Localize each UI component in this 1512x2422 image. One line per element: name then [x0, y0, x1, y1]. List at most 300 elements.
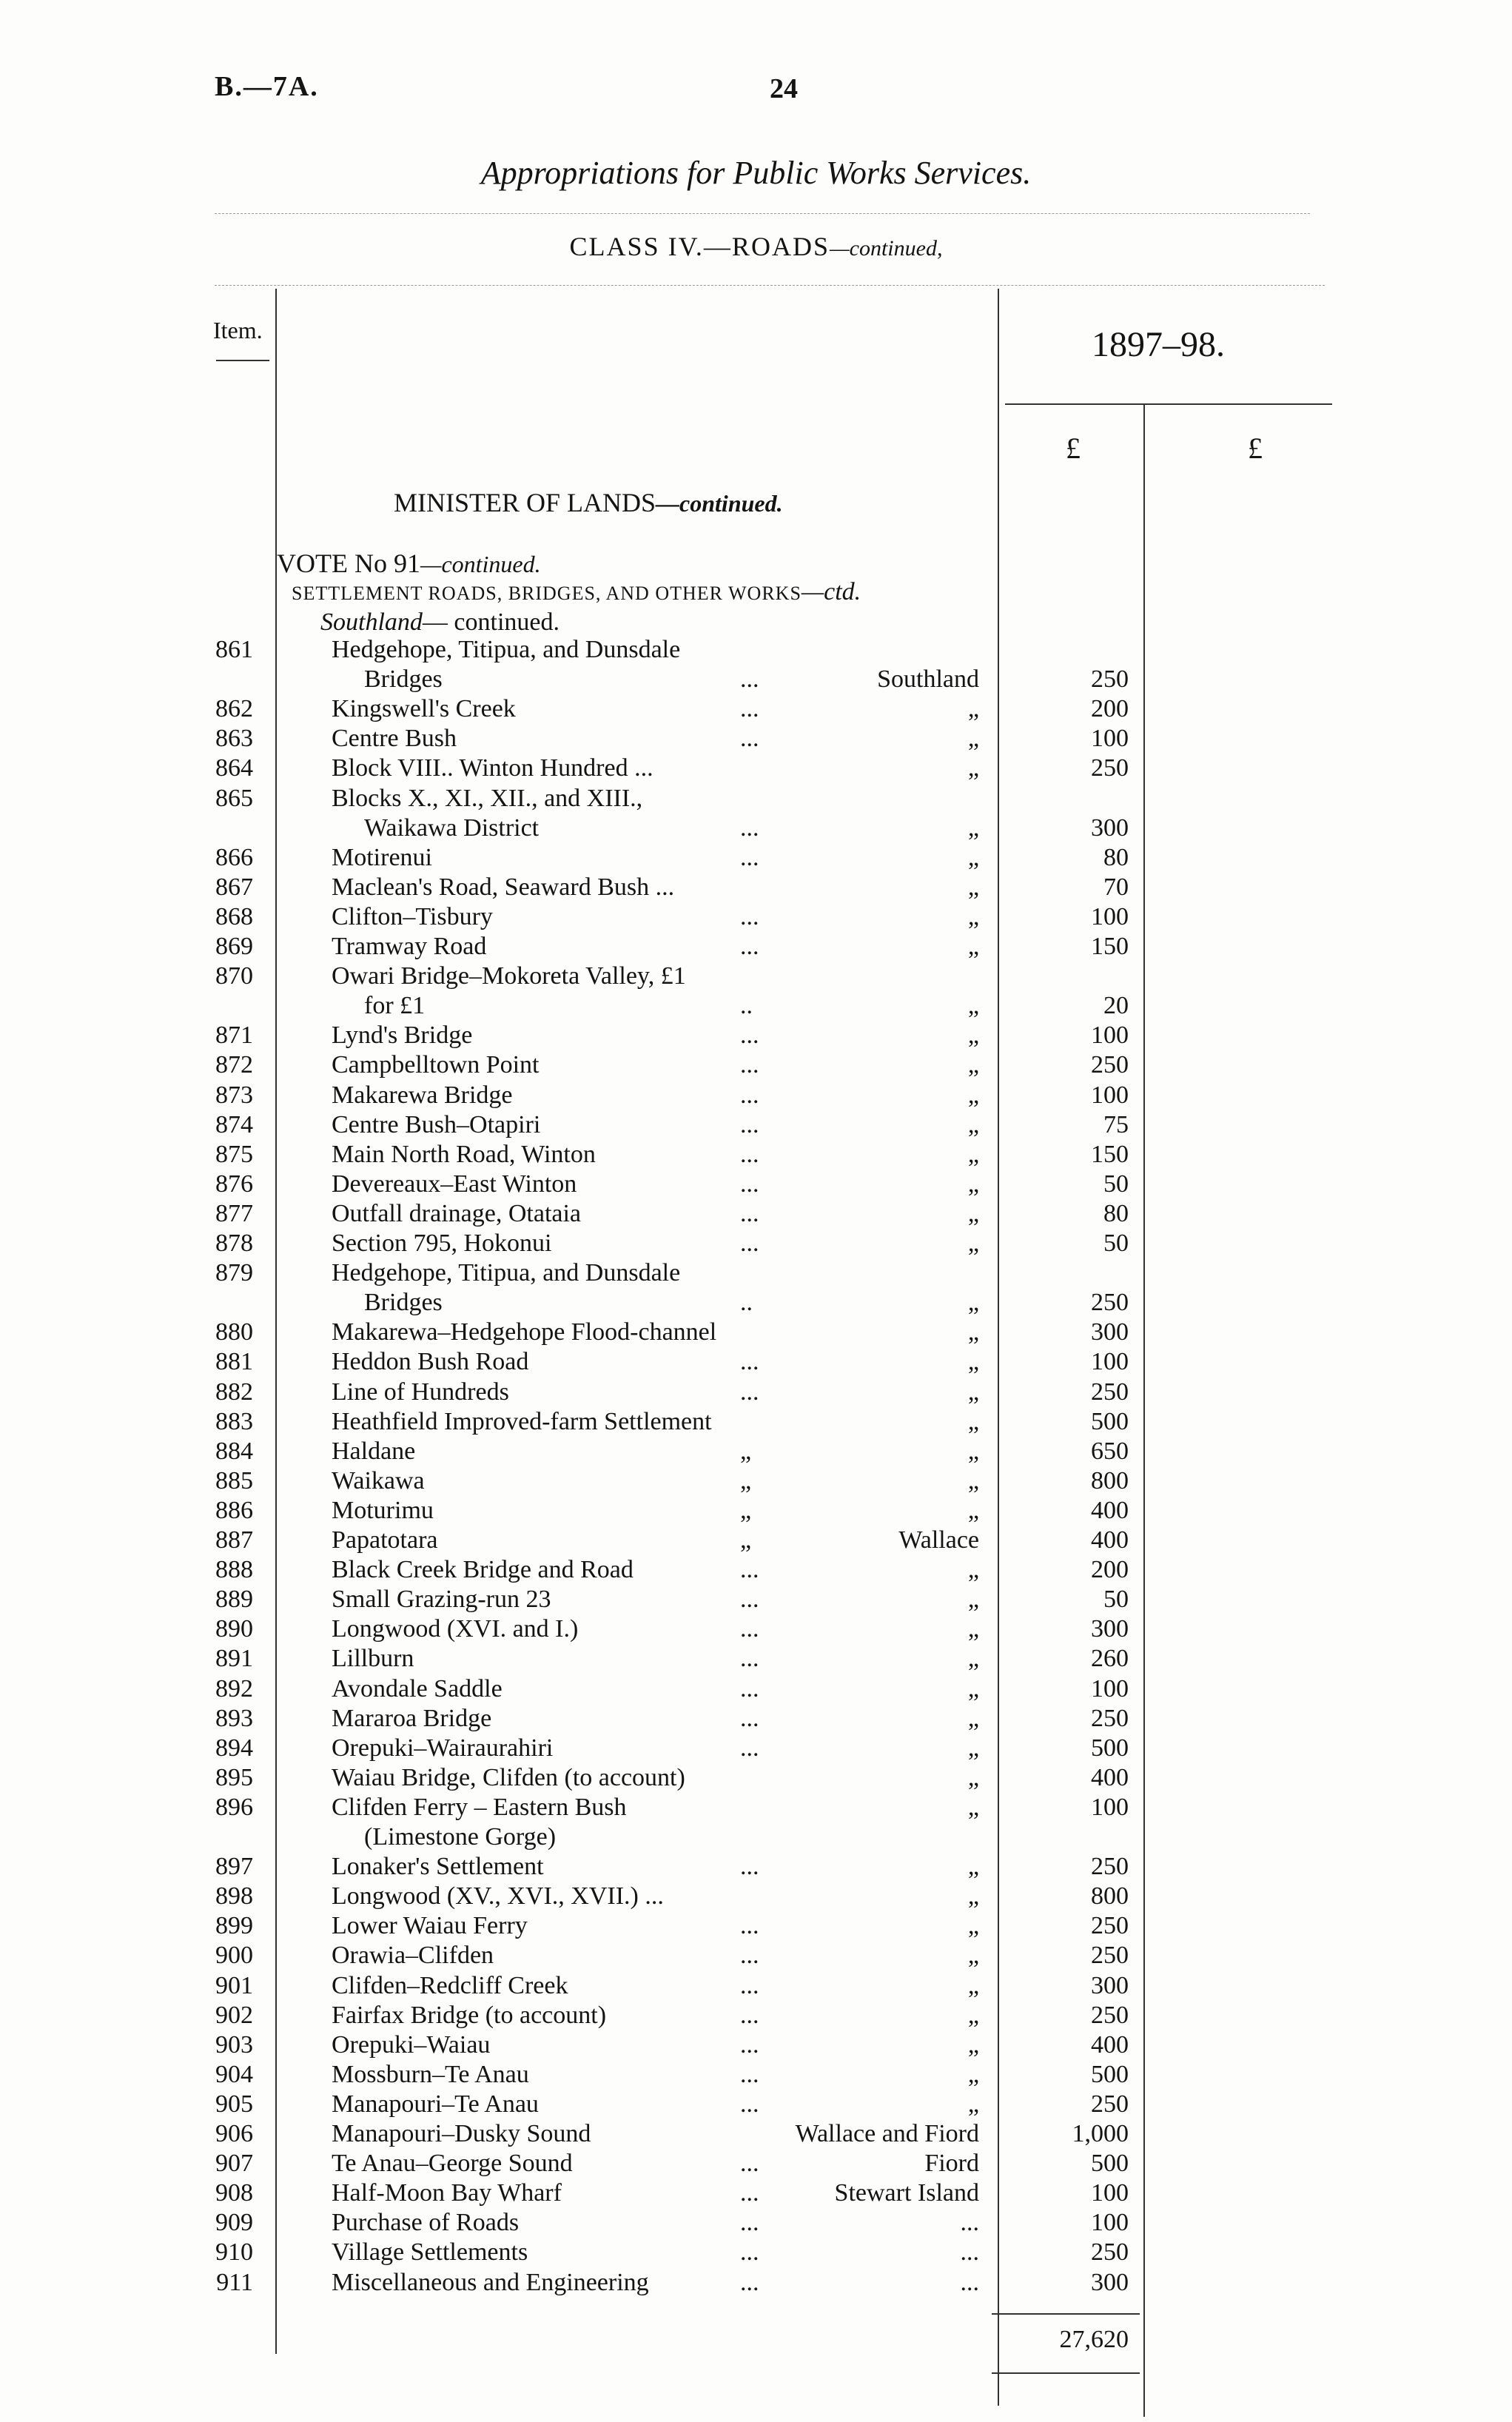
item-number: 882: [215, 1378, 253, 1406]
item-number: 887: [215, 1526, 253, 1554]
works-heading-text: SETTLEMENT ROADS, BRIDGES, AND OTHER WORKS: [292, 583, 802, 604]
leader-dots: ...: [740, 1853, 759, 1881]
table-row: [0, 2001, 1512, 2030]
district-name: Wallace: [898, 1526, 979, 1554]
table-row: [0, 1941, 1512, 1970]
item-number: 863: [215, 725, 253, 753]
item-description: Outfall drainage, Otataia: [332, 1199, 582, 1227]
item-number: 900: [215, 1942, 253, 1970]
item-number: 899: [215, 1912, 253, 1940]
table-row: [0, 902, 1512, 932]
amount-value: 500: [1091, 2060, 1129, 2088]
item-description: Papatotara: [332, 1526, 438, 1554]
district-name: „: [967, 1971, 979, 1999]
item-number: 885: [215, 1466, 253, 1495]
amount-value: 80: [1103, 1199, 1129, 1227]
item-number: 905: [215, 2090, 253, 2118]
amount-value: 250: [1091, 1051, 1129, 1079]
item-description: Miscellaneous and Engineering: [332, 2268, 649, 2296]
item-description: Heddon Bush Road: [332, 1348, 529, 1376]
item-description: Main North Road, Winton: [332, 1140, 596, 1168]
table-row: [0, 665, 1512, 694]
leader-dots: ...: [740, 1912, 759, 1940]
item-number: 875: [215, 1140, 253, 1168]
document-reference: B.—7A.: [215, 71, 319, 102]
item-description: Black Creek Bridge and Road: [332, 1556, 634, 1584]
district-name: „: [967, 1763, 979, 1791]
table-row: [0, 1822, 1512, 1852]
table-row: [0, 754, 1512, 783]
item-description: Longwood (XV., XVI., XVII.) ...: [332, 1882, 664, 1911]
item-description: Haldane: [332, 1437, 416, 1465]
district-name: „: [967, 1140, 979, 1168]
item-number: 911: [216, 2268, 253, 2296]
leader-dots: „: [740, 1466, 752, 1495]
amount-value: 300: [1091, 1615, 1129, 1643]
leader-dots: ...: [740, 1378, 759, 1406]
amount-value: 75: [1103, 1110, 1129, 1138]
district-name: „: [967, 814, 979, 842]
item-number: 871: [215, 1022, 253, 1050]
item-number: 893: [215, 1704, 253, 1732]
item-number: 907: [215, 2150, 253, 2178]
leader-dots: ...: [740, 1556, 759, 1584]
amount-value: 400: [1091, 2030, 1129, 2059]
item-description: Bridges: [364, 1289, 443, 1317]
district-name: „: [967, 2001, 979, 2029]
item-number: 864: [215, 754, 253, 782]
item-number: 906: [215, 2120, 253, 2147]
district-name: „: [967, 1882, 979, 1911]
table-row: [0, 1288, 1512, 1318]
item-number: 881: [215, 1348, 253, 1376]
item-number: 898: [215, 1882, 253, 1911]
leader-dots: „: [740, 1496, 752, 1524]
district-name: „: [967, 1674, 979, 1703]
table-row: [0, 1140, 1512, 1170]
table-row: [0, 1704, 1512, 1734]
amount-value: 300: [1091, 814, 1129, 842]
table-row: [0, 1050, 1512, 1080]
leader-dots: ..: [740, 992, 753, 1020]
page-number: 24: [770, 73, 798, 104]
table-row: [0, 1644, 1512, 1674]
amount-value: 300: [1091, 1971, 1129, 1999]
table-row: [0, 2030, 1512, 2060]
pound-symbol: £: [1066, 432, 1081, 465]
district-name: „: [967, 1378, 979, 1406]
amount-value: 250: [1091, 1704, 1129, 1732]
district-name: Stewart Island: [834, 2179, 979, 2207]
divider: [215, 285, 1325, 286]
amount-value: 250: [1091, 1912, 1129, 1940]
district-name: „: [967, 1081, 979, 1109]
leader-dots: ...: [740, 1199, 759, 1227]
table-row: [0, 1347, 1512, 1377]
table-row: [0, 1585, 1512, 1614]
leader-dots: ...: [740, 902, 759, 930]
item-description: Centre Bush: [332, 725, 457, 753]
amount-value: 250: [1091, 1378, 1129, 1406]
item-number: 866: [215, 843, 253, 871]
table-row: [0, 694, 1512, 724]
amount-value: 200: [1091, 1556, 1129, 1584]
amount-value: 250: [1091, 2090, 1129, 2118]
district-name: ...: [960, 2209, 979, 2237]
leader-dots: ...: [740, 1674, 759, 1703]
district-name: „: [967, 1348, 979, 1376]
district-name: „: [967, 2030, 979, 2059]
leader-dots: ...: [740, 2090, 759, 2118]
leader-dots: ...: [740, 725, 759, 753]
amount-value: 400: [1091, 1526, 1129, 1554]
amount-value: 50: [1103, 1230, 1129, 1257]
table-row: [0, 932, 1512, 962]
table-row: [0, 1852, 1512, 1882]
district-name: „: [967, 1942, 979, 1970]
item-description: (Limestone Gorge): [364, 1823, 557, 1851]
total-amount: 27,620: [1059, 2326, 1129, 2353]
table-row: [0, 1971, 1512, 2001]
district-name: „: [967, 1734, 979, 1762]
table-row: [0, 1170, 1512, 1199]
leader-dots: ...: [740, 1734, 759, 1762]
amount-value: 150: [1091, 933, 1129, 960]
item-description: Devereaux–East Winton: [332, 1170, 577, 1198]
item-number: 867: [215, 873, 253, 901]
item-number: 894: [215, 1734, 253, 1762]
item-description: for £1: [364, 992, 426, 1020]
item-description: Line of Hundreds: [332, 1378, 509, 1406]
item-number: 876: [215, 1170, 253, 1198]
district-name: „: [967, 1704, 979, 1732]
amount-value: 500: [1091, 1407, 1129, 1435]
leader-dots: ...: [740, 1022, 759, 1050]
item-description: Manapouri–Te Anau: [332, 2090, 539, 2118]
table-row: [0, 1496, 1512, 1526]
item-description: Bridges: [364, 665, 443, 694]
amount-value: 100: [1091, 2179, 1129, 2207]
leader-dots: ..: [740, 1289, 753, 1317]
leader-dots: ...: [740, 1140, 759, 1168]
leader-dots: ...: [740, 2060, 759, 2088]
item-description: Makarewa–Hedgehope Flood-channel: [332, 1318, 717, 1346]
total-rule-bottom: [992, 2372, 1140, 2374]
item-description: Purchase of Roads: [332, 2209, 520, 2237]
table-row: [0, 1674, 1512, 1704]
amount-value: 100: [1091, 2209, 1129, 2237]
table-row: [0, 1378, 1512, 1407]
leader-dots: ...: [740, 2209, 759, 2237]
amount-value: 20: [1103, 992, 1129, 1020]
works-heading-suffix: —ctd.: [801, 578, 861, 606]
class-heading-text: CLASS IV.—ROADS: [569, 232, 830, 261]
class-heading-suffix: —continued,: [829, 236, 943, 261]
item-number: 904: [215, 2060, 253, 2088]
item-number: 878: [215, 1230, 253, 1257]
item-description: Blocks X., XI., XII., and XIII.,: [332, 784, 643, 812]
item-description: Hedgehope, Titipua, and Dunsdale: [332, 636, 681, 663]
district-name: „: [967, 1912, 979, 1940]
year-column-header: 1897–98.: [1092, 325, 1225, 364]
table-row: [0, 2090, 1512, 2119]
district-name: ...: [960, 2238, 979, 2267]
item-description: Makarewa Bridge: [332, 1081, 513, 1109]
page-title: Appropriations for Public Works Services.: [480, 155, 1032, 191]
leader-dots: ...: [740, 1645, 759, 1673]
table-row: [0, 1258, 1512, 1288]
item-number: 901: [215, 1971, 253, 1999]
amount-value: 100: [1091, 1022, 1129, 1050]
leader-dots: „: [740, 1437, 752, 1465]
leader-dots: ...: [740, 665, 759, 694]
district-name: „: [967, 1230, 979, 1257]
region-heading: [320, 608, 560, 637]
vote-heading: [277, 548, 541, 579]
item-description: Lynd's Bridge: [332, 1022, 473, 1050]
item-number: 862: [215, 695, 253, 723]
item-description: Owari Bridge–Mokoreta Valley, £1: [332, 962, 686, 990]
item-number: 886: [215, 1496, 253, 1524]
district-name: „: [967, 843, 979, 871]
item-number: 897: [215, 1853, 253, 1881]
table-row: [0, 814, 1512, 843]
item-description: Te Anau–George Sound: [332, 2150, 573, 2178]
item-column-header: Item.: [213, 317, 263, 343]
item-description: Waiau Bridge, Clifden (to account): [332, 1763, 685, 1791]
leader-dots: ...: [740, 814, 759, 842]
table-row: [0, 1437, 1512, 1466]
item-number: 890: [215, 1615, 253, 1643]
leader-dots: ...: [740, 1348, 759, 1376]
amount-value: 250: [1091, 1289, 1129, 1317]
table-row: [0, 1734, 1512, 1763]
item-description: Avondale Saddle: [332, 1674, 503, 1703]
table-row: [0, 2208, 1512, 2238]
district-name: Southland: [877, 665, 979, 694]
table-row: [0, 1199, 1512, 1229]
amount-value: 400: [1091, 1496, 1129, 1524]
district-name: „: [967, 2060, 979, 2088]
leader-dots: ...: [740, 2030, 759, 2059]
district-name: „: [967, 1437, 979, 1465]
item-description: Lower Waiau Ferry: [332, 1912, 528, 1940]
item-description: Half-Moon Bay Wharf: [332, 2179, 562, 2207]
table-row: [0, 991, 1512, 1021]
table-row: [0, 2149, 1512, 2178]
item-number: 877: [215, 1199, 253, 1227]
item-number: 903: [215, 2030, 253, 2059]
table-row: [0, 1614, 1512, 1644]
amount-value: 200: [1091, 695, 1129, 723]
item-number: 908: [215, 2179, 253, 2207]
amount-value: 100: [1091, 1674, 1129, 1703]
table-row: [0, 1229, 1512, 1258]
item-number: 870: [215, 962, 253, 990]
item-number: 902: [215, 2001, 253, 2029]
total-rule: [992, 2313, 1140, 2315]
district-name: „: [967, 1407, 979, 1435]
district-name: Fiord: [924, 2150, 979, 2178]
amount-value: 100: [1091, 902, 1129, 930]
item-description: Manapouri–Dusky Sound: [332, 2120, 591, 2147]
leader-dots: ...: [740, 1230, 759, 1257]
minister-heading-text: MINISTER OF LANDS: [394, 488, 656, 517]
item-description: Clifton–Tisbury: [332, 902, 493, 930]
item-description: Lillburn: [332, 1645, 414, 1673]
leader-dots: ...: [740, 1081, 759, 1109]
amount-value: 100: [1091, 1081, 1129, 1109]
table-row: [0, 843, 1512, 873]
leader-dots: „: [740, 1526, 752, 1554]
table-row: [0, 1526, 1512, 1555]
table-row: [0, 635, 1512, 665]
district-name: ...: [960, 2268, 979, 2296]
item-number: 883: [215, 1407, 253, 1435]
district-name: „: [967, 1170, 979, 1198]
amount-value: 150: [1091, 1140, 1129, 1168]
leader-dots: ...: [740, 1170, 759, 1198]
amount-value: 100: [1091, 1793, 1129, 1821]
item-description: Maclean's Road, Seaward Bush ...: [332, 873, 675, 901]
amount-value: 100: [1091, 725, 1129, 753]
item-number: 872: [215, 1051, 253, 1079]
item-number: 865: [215, 784, 253, 812]
item-number: 869: [215, 933, 253, 960]
table-row: [0, 1318, 1512, 1347]
item-description: Small Grazing-run 23: [332, 1586, 551, 1614]
item-number: 892: [215, 1674, 253, 1703]
item-description: Orawia–Clifden: [332, 1942, 494, 1970]
item-description: Waikawa District: [364, 814, 540, 842]
item-description: Waikawa: [332, 1466, 425, 1495]
table-row: [0, 1021, 1512, 1050]
table-row: [0, 1882, 1512, 1911]
item-number: 873: [215, 1081, 253, 1109]
district-name: „: [967, 1289, 979, 1317]
district-name: „: [967, 1466, 979, 1495]
minister-heading-suffix: —continued.: [656, 490, 783, 517]
leader-dots: ...: [740, 1051, 759, 1079]
amount-value: 50: [1103, 1586, 1129, 1614]
district-name: „: [967, 1496, 979, 1524]
leader-dots: ...: [740, 933, 759, 960]
item-description: Lonaker's Settlement: [332, 1853, 544, 1881]
leader-dots: ...: [740, 2268, 759, 2296]
amount-value: 80: [1103, 843, 1129, 871]
amount-value: 50: [1103, 1170, 1129, 1198]
vote-heading-suffix: —continued.: [420, 551, 541, 577]
amount-value: 250: [1091, 1853, 1129, 1881]
leader-dots: ...: [740, 1942, 759, 1970]
district-name: „: [967, 1318, 979, 1346]
amount-value: 250: [1091, 665, 1129, 694]
item-description: Section 795, Hokonui: [332, 1230, 552, 1257]
district-name: „: [967, 1645, 979, 1673]
amount-value: 100: [1091, 1348, 1129, 1376]
table-row: [0, 1763, 1512, 1793]
district-name: Wallace and Fiord: [795, 2120, 979, 2147]
item-description: Mararoa Bridge: [332, 1704, 492, 1732]
item-description: Longwood (XVI. and I.): [332, 1615, 579, 1643]
divider: [215, 213, 1310, 214]
table-row: [0, 784, 1512, 814]
item-number: 874: [215, 1110, 253, 1138]
amount-value: 250: [1091, 2238, 1129, 2267]
district-name: „: [967, 1051, 979, 1079]
table-row: [0, 2268, 1512, 2298]
district-name: „: [967, 2090, 979, 2118]
item-description: Motirenui: [332, 843, 432, 871]
item-number: 880: [215, 1318, 253, 1346]
region-heading-suffix: — continued.: [422, 608, 560, 636]
table-row: [0, 2178, 1512, 2208]
minister-heading: [394, 487, 783, 518]
item-number: 910: [215, 2238, 253, 2267]
leader-dots: ...: [740, 843, 759, 871]
amount-value: 500: [1091, 1734, 1129, 1762]
table-row: [0, 1911, 1512, 1941]
item-description: Tramway Road: [332, 933, 487, 960]
region-heading-text: Southland: [320, 608, 423, 636]
item-description: Clifden Ferry – Eastern Bush: [332, 1793, 627, 1821]
district-name: „: [967, 754, 979, 782]
table-row: [0, 962, 1512, 991]
item-description: Centre Bush–Otapiri: [332, 1110, 541, 1138]
item-number: 891: [215, 1645, 253, 1673]
district-name: „: [967, 992, 979, 1020]
table-row: [0, 1081, 1512, 1110]
item-number: 884: [215, 1437, 253, 1465]
district-name: „: [967, 1853, 979, 1881]
item-description: Heathfield Improved-farm Settlement: [332, 1407, 712, 1435]
table-row: [0, 1110, 1512, 1140]
district-name: „: [967, 1110, 979, 1138]
item-description: Hedgehope, Titipua, and Dunsdale: [332, 1259, 681, 1287]
leader-dots: ...: [740, 1586, 759, 1614]
pound-symbol: £: [1248, 432, 1263, 465]
item-description: Block VIII.. Winton Hundred ...: [332, 754, 653, 782]
item-description: Campbelltown Point: [332, 1051, 540, 1079]
vote-heading-text: VOTE No 91: [277, 549, 420, 578]
table-row: [0, 1407, 1512, 1437]
leader-dots: ...: [740, 1704, 759, 1732]
table-row: [0, 724, 1512, 754]
leader-dots: ...: [740, 1110, 759, 1138]
table-row: [0, 2238, 1512, 2267]
leader-dots: ...: [740, 2238, 759, 2267]
leader-dots: ...: [740, 1615, 759, 1643]
amount-value: 800: [1091, 1882, 1129, 1911]
amount-value: 250: [1091, 1942, 1129, 1970]
leader-dots: ...: [740, 1971, 759, 1999]
leader-dots: ...: [740, 2150, 759, 2178]
amount-value: 500: [1091, 2150, 1129, 2178]
table-row: [0, 1555, 1512, 1585]
item-number: 879: [215, 1259, 253, 1287]
amount-value: 650: [1091, 1437, 1129, 1465]
item-description: Orepuki–Wairaurahiri: [332, 1734, 554, 1762]
item-description: Fairfax Bridge (to account): [332, 2001, 607, 2029]
table-row: [0, 873, 1512, 902]
district-name: „: [967, 1615, 979, 1643]
item-description: Mossburn–Te Anau: [332, 2060, 529, 2088]
item-number: 861: [215, 636, 253, 663]
district-name: „: [967, 1586, 979, 1614]
amount-value: 300: [1091, 1318, 1129, 1346]
table-row: [0, 1466, 1512, 1496]
district-name: „: [967, 1022, 979, 1050]
